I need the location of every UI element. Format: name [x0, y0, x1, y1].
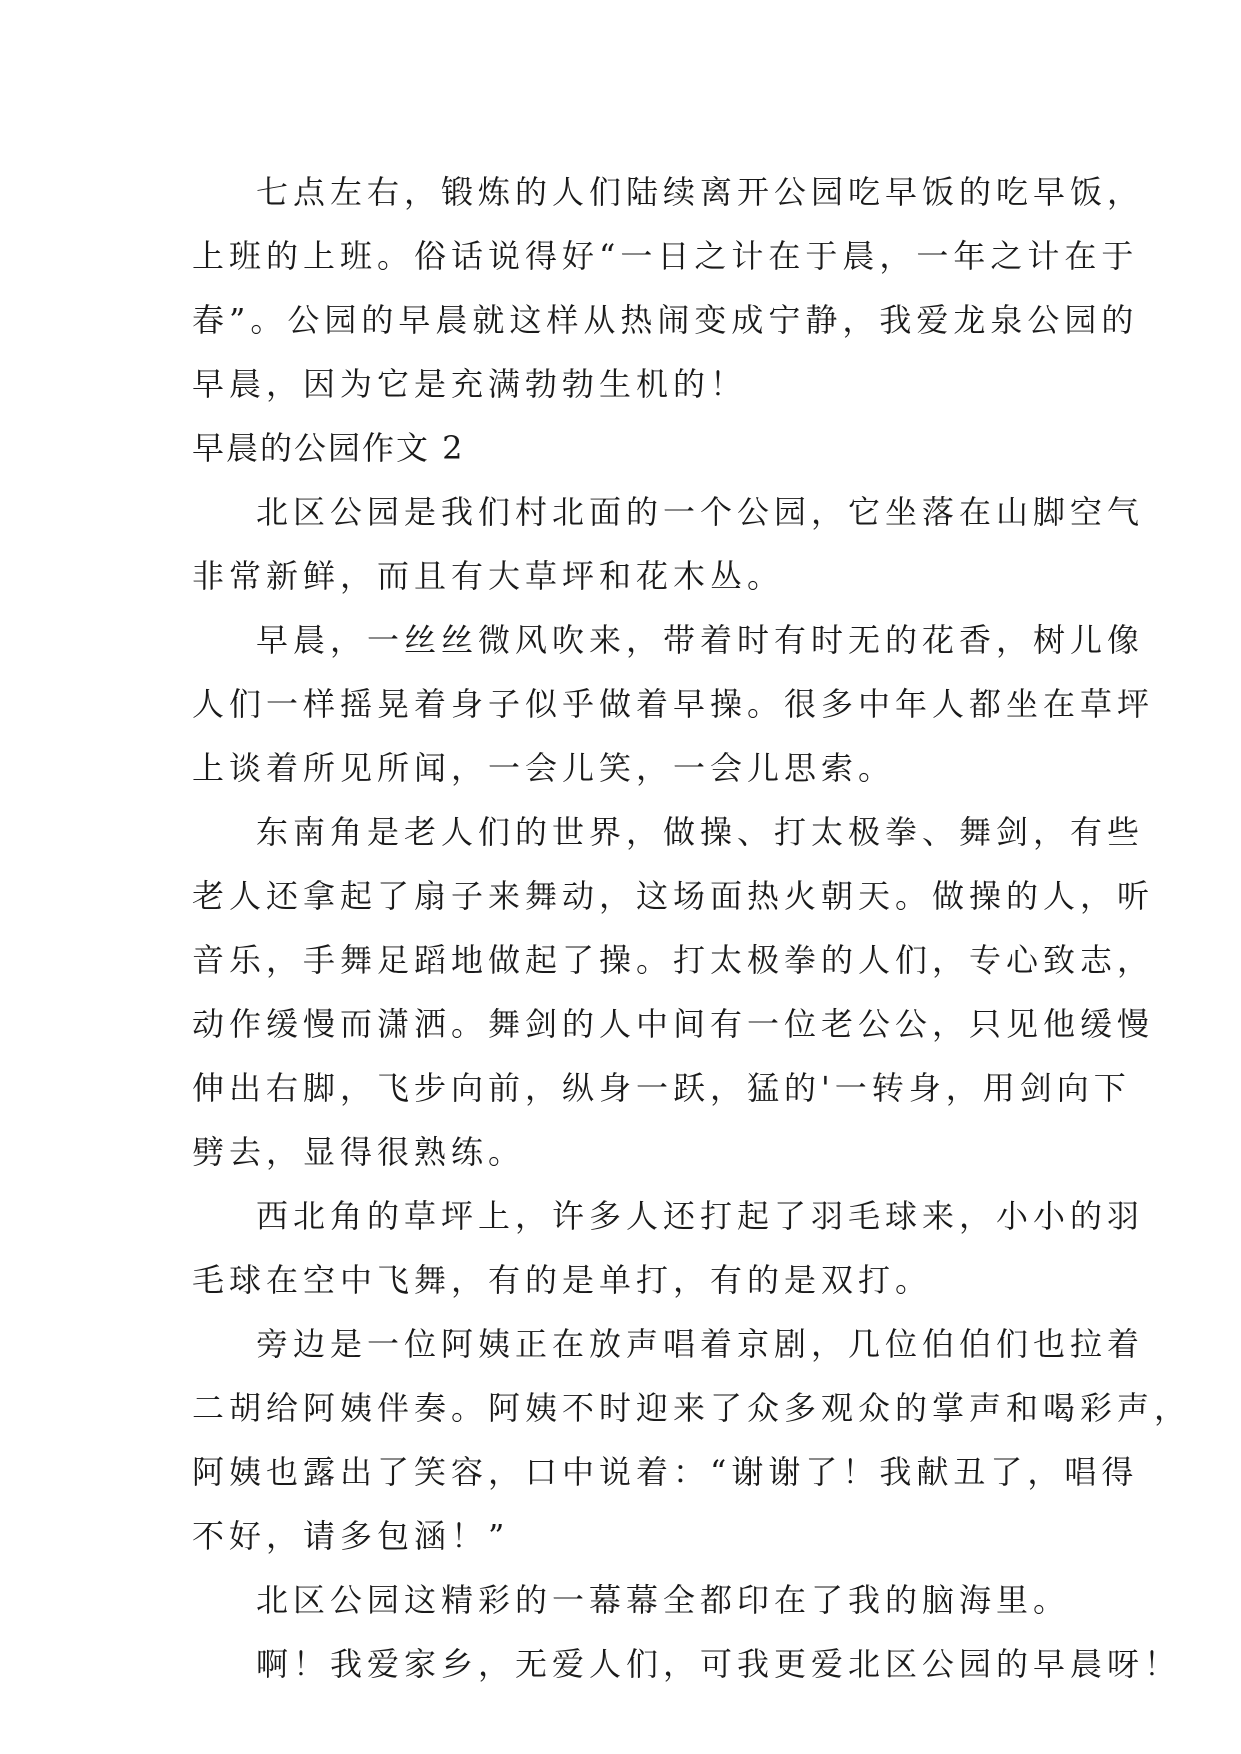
section-heading: 早晨的公园作文 2	[192, 429, 465, 467]
text-line: 动作缓慢而潇洒。舞剑的人中间有一位老公公，只见他缓慢	[192, 1005, 1155, 1043]
text-line: 老人还拿起了扇子来舞动，这场面热火朝天。做操的人，听	[192, 877, 1155, 915]
text-line: 毛球在空中飞舞，有的是单打，有的是双打。	[192, 1261, 933, 1299]
text-line: 上班的上班。俗话说得好“一日之计在于晨，一年之计在于	[192, 237, 1139, 275]
text-line: 早晨，一丝丝微风吹来，带着时有时无的花香，树儿像	[256, 621, 1145, 659]
text-line: 西北角的草坪上，许多人还打起了羽毛球来，小小的羽	[256, 1197, 1145, 1235]
text-line: 二胡给阿姨伴奏。阿姨不时迎来了众多观众的掌声和喝彩声，	[192, 1389, 1192, 1427]
text-line: 阿姨也露出了笑容，口中说着：“谢谢了！我献丑了，唱得	[192, 1453, 1139, 1491]
paragraph	[192, 1312, 1192, 1568]
text-line: 旁边是一位阿姨正在放声唱着京剧，几位伯伯们也拉着	[256, 1325, 1145, 1363]
paragraph	[192, 800, 1155, 1184]
text-line: 早晨，因为它是充满勃勃生机的！	[192, 365, 748, 403]
text-line: 春”。公园的早晨就这样从热闹变成宁静，我爱龙泉公园的	[192, 301, 1139, 339]
document-body	[192, 160, 1192, 1696]
text-line: 伸出右脚，飞步向前，纵身一跃，猛的'一转身，用剑向下	[192, 1069, 1131, 1107]
text-line: 七点左右，锻炼的人们陆续离开公园吃早饭的吃早饭，	[256, 173, 1145, 211]
text-line: 非常新鲜，而且有大草坪和花木丛。	[192, 557, 785, 595]
text-line: 劈去，显得很熟练。	[192, 1133, 526, 1171]
text-line: 北区公园是我们村北面的一个公园，它坐落在山脚空气	[256, 493, 1145, 531]
text-line: 人们一样摇晃着身子似乎做着早操。很多中年人都坐在草坪	[192, 685, 1155, 723]
text-line: 北区公园这精彩的一幕幕全都印在了我的脑海里。	[256, 1581, 1071, 1619]
paragraph	[192, 608, 1155, 800]
text-line: 啊！我爱家乡，无爱人们，可我更爱北区公园的早晨呀！	[256, 1645, 1182, 1683]
paragraph	[192, 1184, 1145, 1312]
text-line: 东南角是老人们的世界，做操、打太极拳、舞剑，有些	[256, 813, 1145, 851]
text-line: 不好，请多包涵！”	[192, 1517, 510, 1555]
text-line: 上谈着所见所闻，一会儿笑，一会儿思索。	[192, 749, 896, 787]
text-line: 音乐，手舞足蹈地做起了操。打太极拳的人们，专心致志，	[192, 941, 1155, 979]
paragraph	[192, 1568, 1071, 1632]
paragraph	[192, 1632, 1182, 1696]
paragraph-continued	[192, 160, 1145, 416]
paragraph	[192, 480, 1145, 608]
